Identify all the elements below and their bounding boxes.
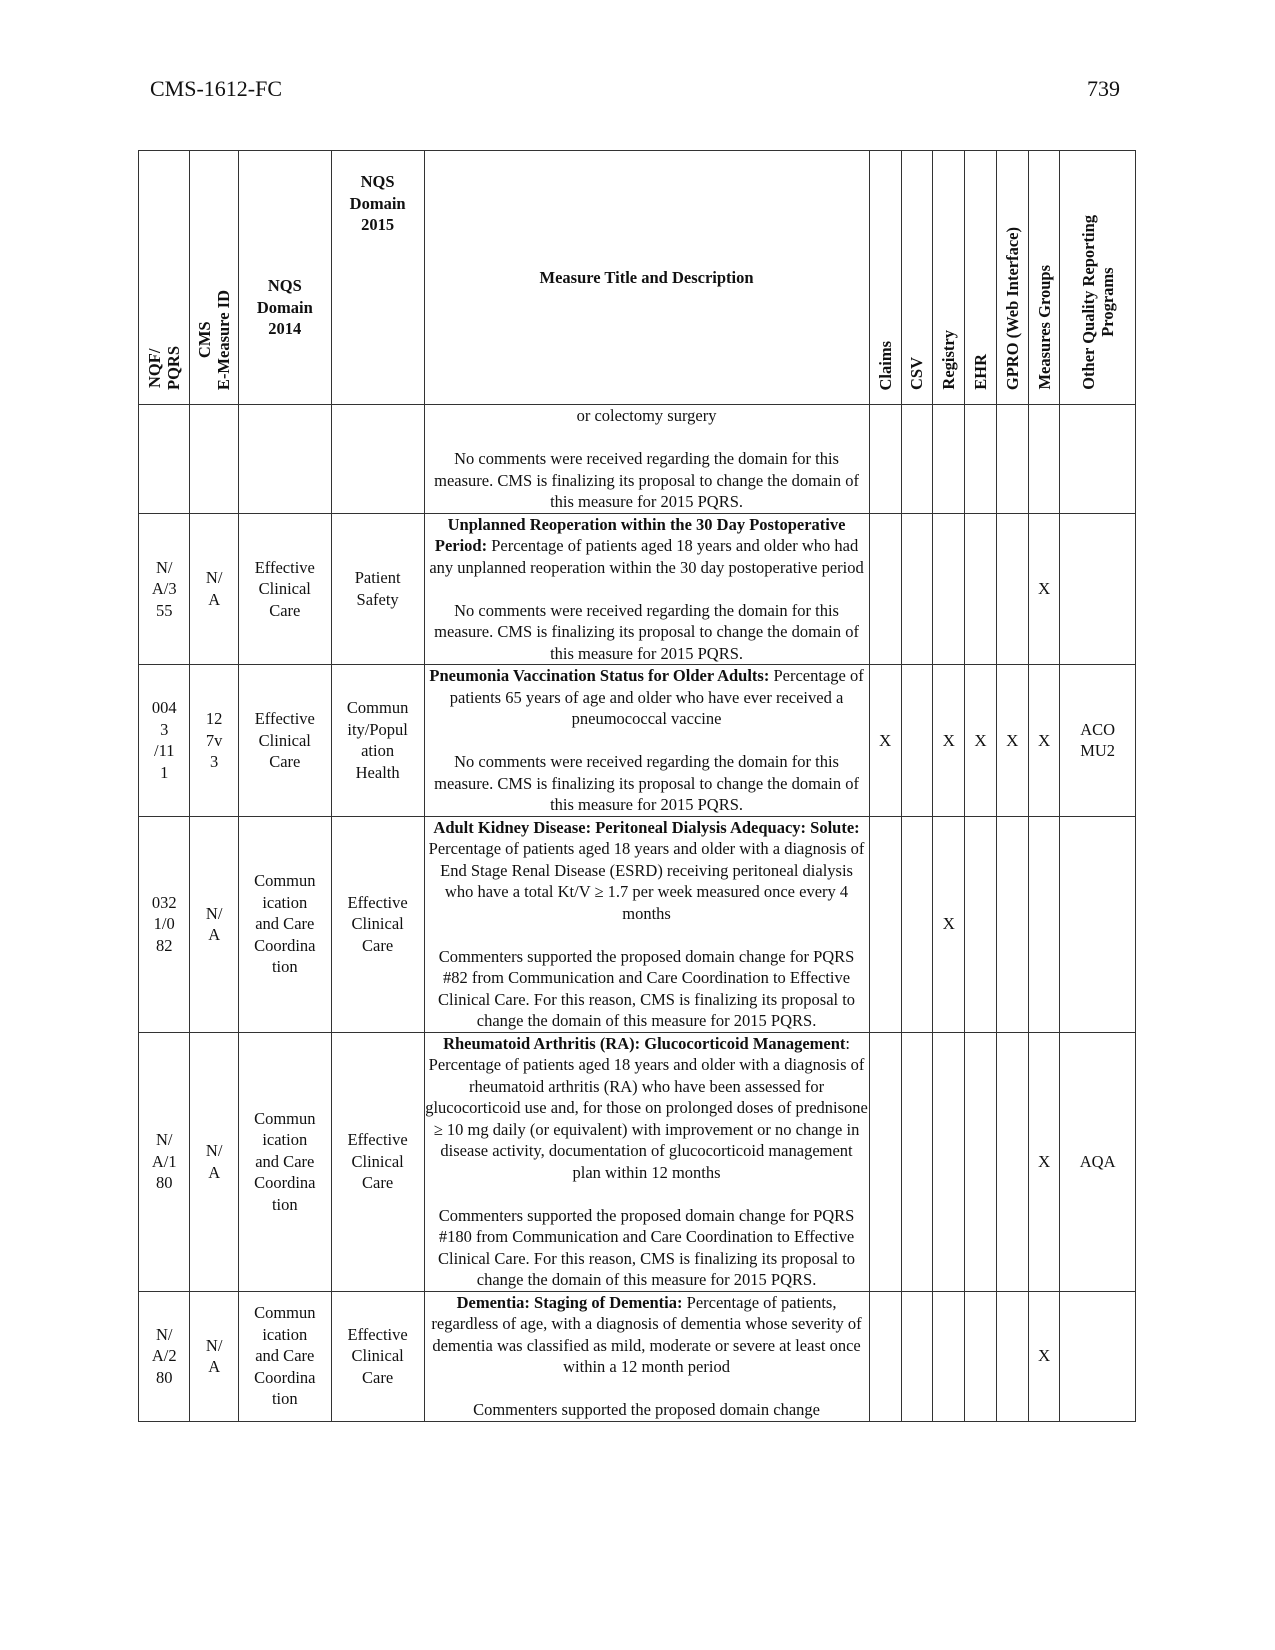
domain-2014-cell: Commun ication and Care Coordina tion [238,1032,331,1291]
table-row [139,1291,1136,1421]
csv-cell [901,816,932,1032]
header-registry: Registry [933,151,965,405]
gpro-cell [996,816,1028,1032]
registry-cell [933,1032,965,1291]
csv-cell [901,665,932,817]
cms-id-cell: N/ A [190,1032,238,1291]
claims-cell [869,405,901,514]
measure-comment: Commenters supported the proposed domain change for PQRS #180 from Communication and Care Coordination to Effective Clinical Care. For this reason, CMS is finalizing its proposal to change the domain of this measure for 2015 PQRS. [438,1205,856,1289]
domain-2014-cell: Effective Clinical Care [238,665,331,817]
registry-cell [933,405,965,514]
measures-groups-cell: X [1028,1032,1059,1291]
measure-comment: No comments were received regarding the domain for this measure. CMS is finalizing its proposal to change the domain of this measure for 2015 PQRS. [434,752,859,814]
claims-cell [869,816,901,1032]
domain-2015-cell: Commun ity/Popul ation Health [331,665,424,817]
csv-cell [901,1032,932,1291]
gpro-cell [996,513,1028,665]
header-ehr: EHR [965,151,996,405]
gpro-cell: X [996,665,1028,817]
measure-text: Percentage of patients aged 18 years and older with a diagnosis of End Stage Renal Disease (ESRD) receiving peritoneal dialysis who have a total Kt/V ≥ 1.7 per week measured once every 4 months [428,839,865,923]
domain-2015-cell: Effective Clinical Care [331,816,424,1032]
page-number: 739 [1087,76,1120,101]
measure-text: Percentage of patients aged 18 years and older who had any unplanned reoperation within the 30 day postoperative period [429,536,864,577]
measure-title: Pneumonia Vaccination Status for Older Adults: [429,666,770,685]
measure-comment: No comments were received regarding the domain for this measure. CMS is finalizing its proposal to change the domain of this measure for 2015 PQRS. [434,449,859,511]
measure-description-cell [424,1032,869,1291]
header-claims: Claims [869,151,901,405]
other-programs-cell: ACO MU2 [1060,665,1136,817]
measure-description-cell [424,1291,869,1421]
domain-2015-cell: Effective Clinical Care [331,1291,424,1421]
nqf-pqrs-cell: 032 1/0 82 [139,816,190,1032]
cms-id-cell [190,405,238,514]
header-measure-title: Measure Title and Description [424,151,869,405]
measure-text: Percentage of patients 65 years of age and older who have ever received a pneumococcal vaccine [449,666,864,728]
other-programs-cell [1060,1291,1136,1421]
csv-cell [901,1291,932,1421]
claims-cell: X [869,665,901,817]
domain-2015-cell [331,405,424,514]
header-nqf-pqrs: NQF/ PQRS [139,151,190,405]
measure-title: Dementia: Staging of Dementia: [456,1292,683,1312]
gpro-cell [996,1032,1028,1291]
header-row [139,151,1136,405]
cms-id-cell: N/ A [190,513,238,665]
domain-2014-cell: Commun ication and Care Coordina tion [238,1291,331,1421]
measure-text: : Percentage of patients aged 18 years and older with a diagnosis of rheumatoid arthritis (RA) who have been assessed for glucocorticoid use and, for those on prolonged doses of prednisone ≥ 10 mg daily (or equivalent) with improvement or no change in disease activity, documentation of glucocorticoid management plan within 12 months [425,1033,868,1182]
claims-cell [869,1032,901,1291]
measures-groups-cell [1028,816,1059,1032]
measure-description-cell [424,816,869,1032]
measure-comment: Commenters supported the proposed domain change for PQRS #82 from Communication and Care Coordination to Effective Clinical Care. For this reason, CMS is finalizing its proposal to change the domain of this measure for 2015 PQRS. [438,946,856,1030]
nqf-pqrs-cell: N/ A/1 80 [139,1032,190,1291]
other-programs-cell: AQA [1060,1032,1136,1291]
other-programs-cell [1060,816,1136,1032]
registry-cell [933,1291,965,1421]
measures-table [138,150,1136,1422]
other-programs-cell [1060,513,1136,665]
cms-id-cell: N/ A [190,1291,238,1421]
ehr-cell [965,1291,996,1421]
measures-groups-cell [1028,405,1059,514]
table-row [139,513,1136,665]
nqf-pqrs-cell: 004 3 /11 1 [139,665,190,817]
registry-cell: X [933,665,965,817]
measure-comment: Commenters supported the proposed domain change [473,1400,820,1419]
domain-2014-cell [238,405,331,514]
measure-description-cell [424,405,869,514]
domain-2015-cell: Patient Safety [331,513,424,665]
domain-2014-cell: Commun ication and Care Coordina tion [238,816,331,1032]
header-other-programs: Other Quality Reporting Programs [1060,151,1136,405]
claims-cell [869,1291,901,1421]
csv-cell [901,405,932,514]
header-measures-groups: Measures Groups [1028,151,1059,405]
measure-comment: No comments were received regarding the domain for this measure. CMS is finalizing its proposal to change the domain of this measure for 2015 PQRS. [434,600,859,663]
claims-cell [869,513,901,665]
domain-2014-cell: Effective Clinical Care [238,513,331,665]
registry-cell [933,513,965,665]
measure-title: Adult Kidney Disease: Peritoneal Dialysis Adequacy: Solute: [433,817,860,837]
nqf-pqrs-cell: N/ A/2 80 [139,1291,190,1421]
ehr-cell [965,1032,996,1291]
header-cms-emeasure-id: CMS E-Measure ID [190,151,238,405]
measures-groups-cell: X [1028,665,1059,817]
measure-text: Percentage of patients, regardless of age, with a diagnosis of dementia whose severity of dementia was classified as mild, moderate or severe at least once within a 12 month period [431,1292,862,1376]
header-gpro: GPRO (Web Interface) [996,151,1028,405]
nqf-pqrs-cell: N/ A/3 55 [139,513,190,665]
table-row [139,816,1136,1032]
gpro-cell [996,405,1028,514]
measures-groups-cell: X [1028,513,1059,665]
header-nqs-domain-2015: NQS Domain 2015 [331,151,424,405]
table-row [139,665,1136,817]
cms-id-cell: N/ A [190,816,238,1032]
other-programs-cell [1060,405,1136,514]
header-nqs-domain-2014: NQS Domain 2014 [238,151,331,405]
ehr-cell [965,405,996,514]
ehr-cell [965,513,996,665]
measure-title: Unplanned Reoperation within the 30 Day Postoperative Period: [434,514,846,555]
measure-description-cell [424,513,869,665]
nqf-pqrs-cell [139,405,190,514]
measure-text: or colectomy surgery [576,406,717,425]
ehr-cell: X [965,665,996,817]
table-row [139,405,1136,514]
table-row [139,1032,1136,1291]
measures-groups-cell: X [1028,1291,1059,1421]
measure-title: Rheumatoid Arthritis (RA): Glucocorticoid Management [443,1033,846,1053]
domain-2015-cell: Effective Clinical Care [331,1032,424,1291]
csv-cell [901,513,932,665]
gpro-cell [996,1291,1028,1421]
ehr-cell [965,816,996,1032]
registry-cell: X [933,816,965,1032]
measure-description-cell [424,665,869,817]
cms-id-cell: 12 7v 3 [190,665,238,817]
header-csv: CSV [901,151,932,405]
document-id: CMS-1612-FC [150,76,283,101]
